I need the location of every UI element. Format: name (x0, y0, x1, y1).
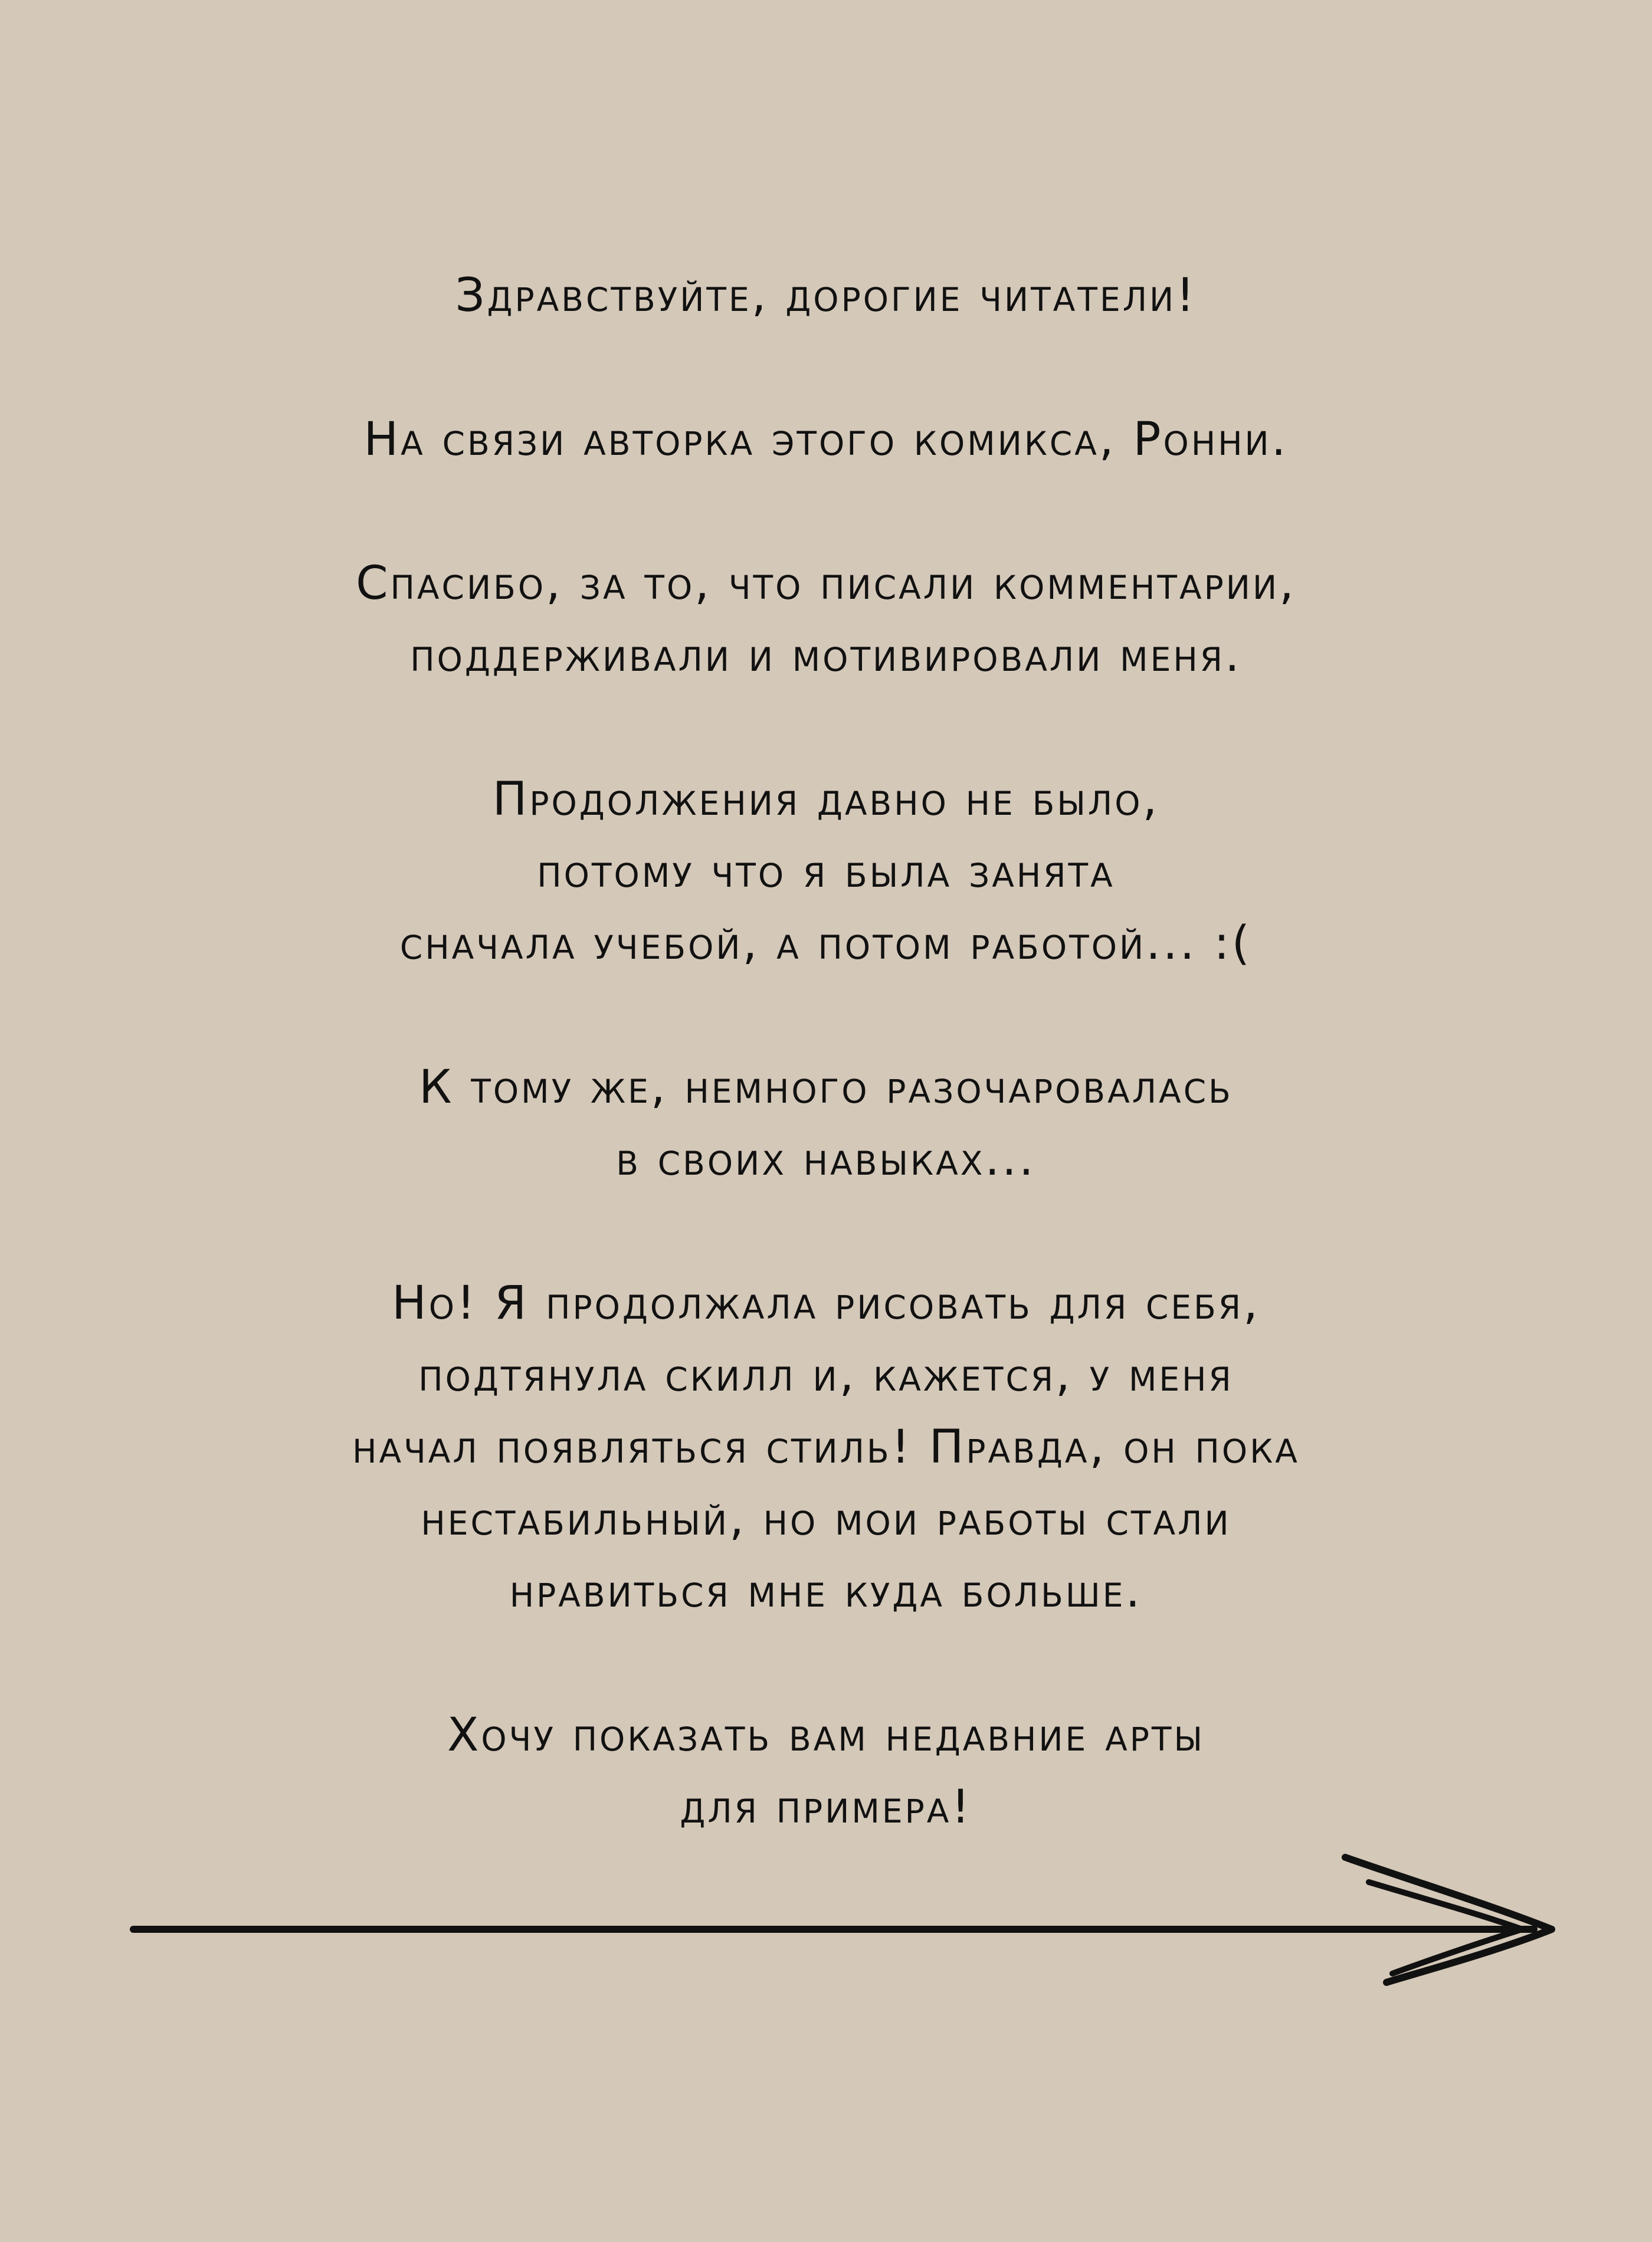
letter-line: поддерживали и мотивировали меня. (410, 629, 1242, 682)
letter-line: нестабильный, но мои работы стали (421, 1493, 1231, 1546)
paragraph-progress (88, 1267, 1564, 1627)
letter-line: Но! Я продолжала рисовать для себя, (392, 1277, 1260, 1330)
author-letter (88, 260, 1564, 1915)
letter-line: потому что я была занята (537, 845, 1115, 898)
letter-line: сначала учебой, а потом работой... :( (399, 917, 1253, 970)
arrow-right-icon[interactable] (118, 1847, 1569, 1988)
letter-line: К тому же, немного разочаровалась (419, 1061, 1233, 1114)
letter-line: Продолжения давно не было, (492, 773, 1160, 826)
paragraph-showcase (88, 1699, 1564, 1843)
letter-line: начал появляться стиль! Правда, он пока (352, 1421, 1300, 1474)
letter-line: для примера! (680, 1781, 972, 1834)
letter-line: нравиться мне куда больше. (509, 1565, 1143, 1618)
letter-line: На связи авторка этого комикса, Ронни. (363, 413, 1289, 466)
letter-line: Здравствуйте, дорогие читатели! (455, 269, 1197, 322)
letter-line: подтянула скилл и, кажется, у меня (418, 1349, 1234, 1402)
paragraph-hiatus (88, 763, 1564, 979)
letter-line: Хочу показать вам недавние арты (447, 1709, 1205, 1762)
paragraph-disappointment (88, 1051, 1564, 1195)
letter-line: Спасибо, за то, что писали комментарии, (356, 557, 1296, 610)
letter-line: в своих навыках... (616, 1133, 1036, 1186)
paragraph-greeting (88, 260, 1564, 332)
paragraph-thanks (88, 548, 1564, 691)
paragraph-introduction (88, 404, 1564, 476)
